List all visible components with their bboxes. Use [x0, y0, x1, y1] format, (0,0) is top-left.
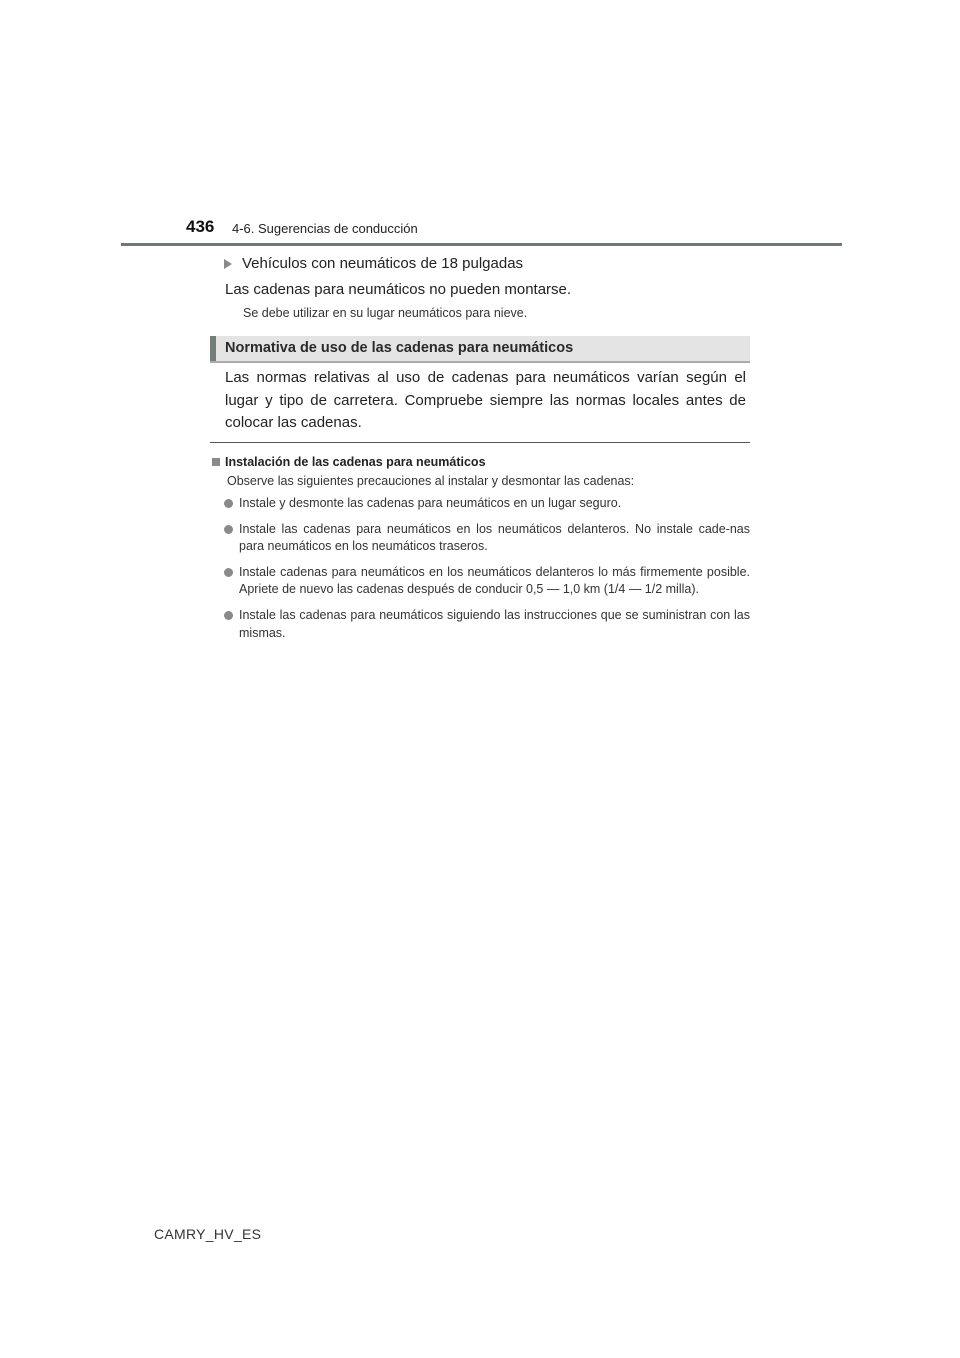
sub-heading [224, 255, 523, 272]
square-bullet-icon [212, 458, 220, 466]
page-number: 436 [186, 217, 215, 236]
header-divider [121, 243, 842, 246]
list-item-text: Instale las cadenas para neumáticos siguiendo las instrucciones que se suministran con las mismas. [239, 607, 750, 640]
section-banner [210, 336, 750, 363]
precautions-list [224, 495, 750, 650]
list-item [224, 495, 750, 513]
list-item-text: Instale cadenas para neumáticos en los neumáticos delanteros lo más firmemente posible. Apriete de nuevo las cadenas después de conducir 0,5 — 1,0 km (1/4 — 1/2 milla). [239, 564, 750, 597]
list-item [224, 521, 750, 556]
body-text: Las cadenas para neumáticos no pueden montarse. [225, 281, 572, 298]
list-item-text: Instale y desmonte las cadenas para neumáticos en un lugar seguro. [239, 496, 622, 510]
arrow-right-icon [224, 259, 232, 269]
info-heading [212, 455, 486, 469]
circle-bullet-icon [224, 525, 233, 534]
circle-bullet-icon [224, 568, 233, 577]
section-title: 4-6. Sugerencias de conducción [232, 221, 418, 236]
circle-bullet-icon [224, 499, 233, 508]
content-divider [210, 442, 750, 443]
note-text: Se debe utilizar en su lugar neumáticos para nieve. [243, 306, 528, 320]
info-heading-text: Instalación de las cadenas para neumáticos [225, 455, 486, 469]
info-intro: Observe las siguientes precauciones al instalar y desmontar las cadenas: [227, 474, 635, 488]
list-item [224, 564, 750, 599]
regulation-paragraph: Las normas relativas al uso de cadenas para neumáticos varían según el lugar y tipo de carretera. Compruebe siempre las normas locales antes de colocar las cadenas. [225, 369, 746, 431]
banner-accent-bar [210, 336, 216, 361]
footer-code: CAMRY_HV_ES [154, 1226, 262, 1242]
banner-title: Normativa de uso de las cadenas para neumáticos [225, 340, 574, 356]
list-item [224, 607, 750, 642]
sub-heading-text: Vehículos con neumáticos de 18 pulgadas [242, 255, 524, 272]
list-item-text: Instale las cadenas para neumáticos en los neumáticos delanteros. No instale cade-nas para neumáticos en los neumáticos traseros. [239, 521, 750, 554]
circle-bullet-icon [224, 611, 233, 620]
